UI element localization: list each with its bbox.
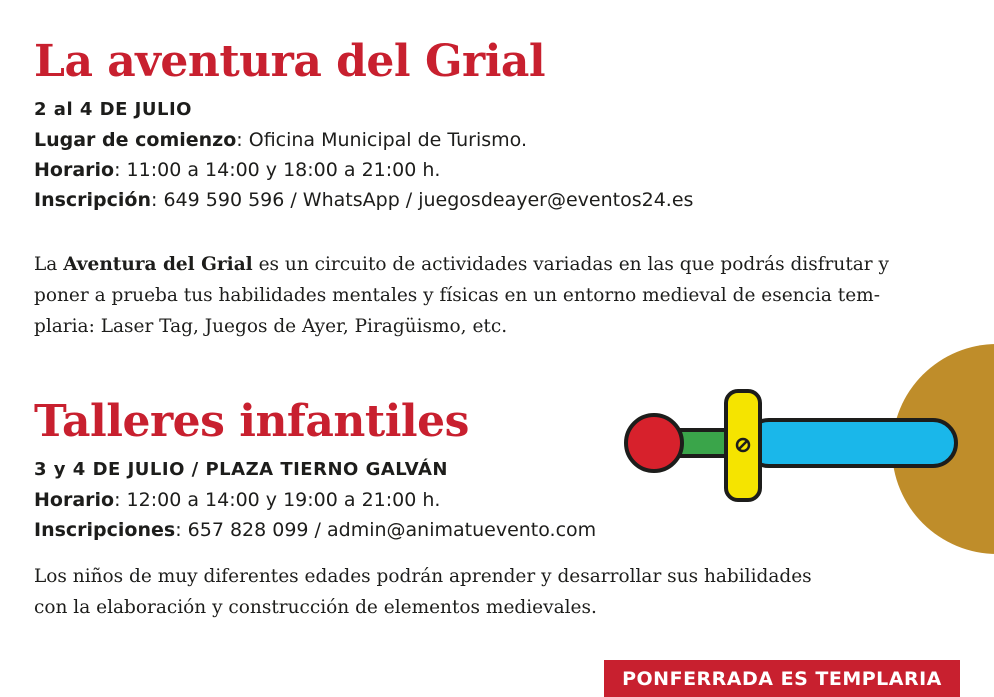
desc-text: con la elaboración y construcción de elementos medievales.: [34, 597, 597, 618]
desc-text: poner a prueba tus habilidades mentales y físicas en un entorno medieval de esencia tem-: [34, 285, 880, 306]
info-value: : 657 828 099 / admin@animatuevento.com: [175, 519, 597, 541]
info-label: Horario: [34, 159, 115, 181]
desc-highlight: Aventura del Grial: [63, 254, 253, 275]
section-talleres-infantiles: [34, 396, 914, 623]
info-line-inscripciones: [34, 515, 914, 545]
section-aventura-del-grial: [34, 36, 964, 342]
info-line-inscripcion: [34, 185, 964, 215]
info-label: Horario: [34, 489, 115, 511]
info-label: Inscripciones: [34, 519, 176, 541]
info-line-horario: [34, 485, 914, 515]
info-value: : 11:00 a 14:00 y 18:00 a 21:00 h.: [114, 159, 441, 181]
desc-text: es un circuito de actividades variadas en las que podrás disfrutar y: [252, 254, 889, 275]
info-value: : 12:00 a 14:00 y 19:00 a 21:00 h.: [114, 489, 441, 511]
info-line-horario: [34, 155, 964, 185]
info-line-lugar: [34, 125, 964, 155]
event-description: [34, 249, 964, 342]
info-value: : 649 590 596 / WhatsApp / juegosdeayer@eventos24.es: [151, 189, 694, 211]
desc-text: Los niños de muy diferentes edades podrán aprender y desarrollar sus habilidades: [34, 566, 812, 587]
footer-tag: [604, 660, 960, 697]
event-info: [34, 95, 964, 215]
section-title: La aventura del Grial: [34, 36, 546, 87]
desc-text: La: [34, 254, 64, 275]
event-info: [34, 455, 914, 545]
event-description: [34, 561, 914, 623]
info-label: Lugar de comienzo: [34, 129, 237, 151]
desc-text: plaria: Laser Tag, Juegos de Ayer, Piragüismo, etc.: [34, 316, 508, 337]
event-dates: 2 al 4 DE JULIO: [34, 99, 192, 120]
info-label: Inscripción: [34, 189, 152, 211]
event-dates: 3 y 4 DE JULIO / PLAZA TIERNO GALVÁN: [34, 459, 448, 480]
footer-tag-label: PONFERRADA ES TEMPLARIA: [622, 667, 942, 690]
section-title: Talleres infantiles: [34, 396, 469, 447]
info-value: : Oficina Municipal de Turismo.: [236, 129, 527, 151]
